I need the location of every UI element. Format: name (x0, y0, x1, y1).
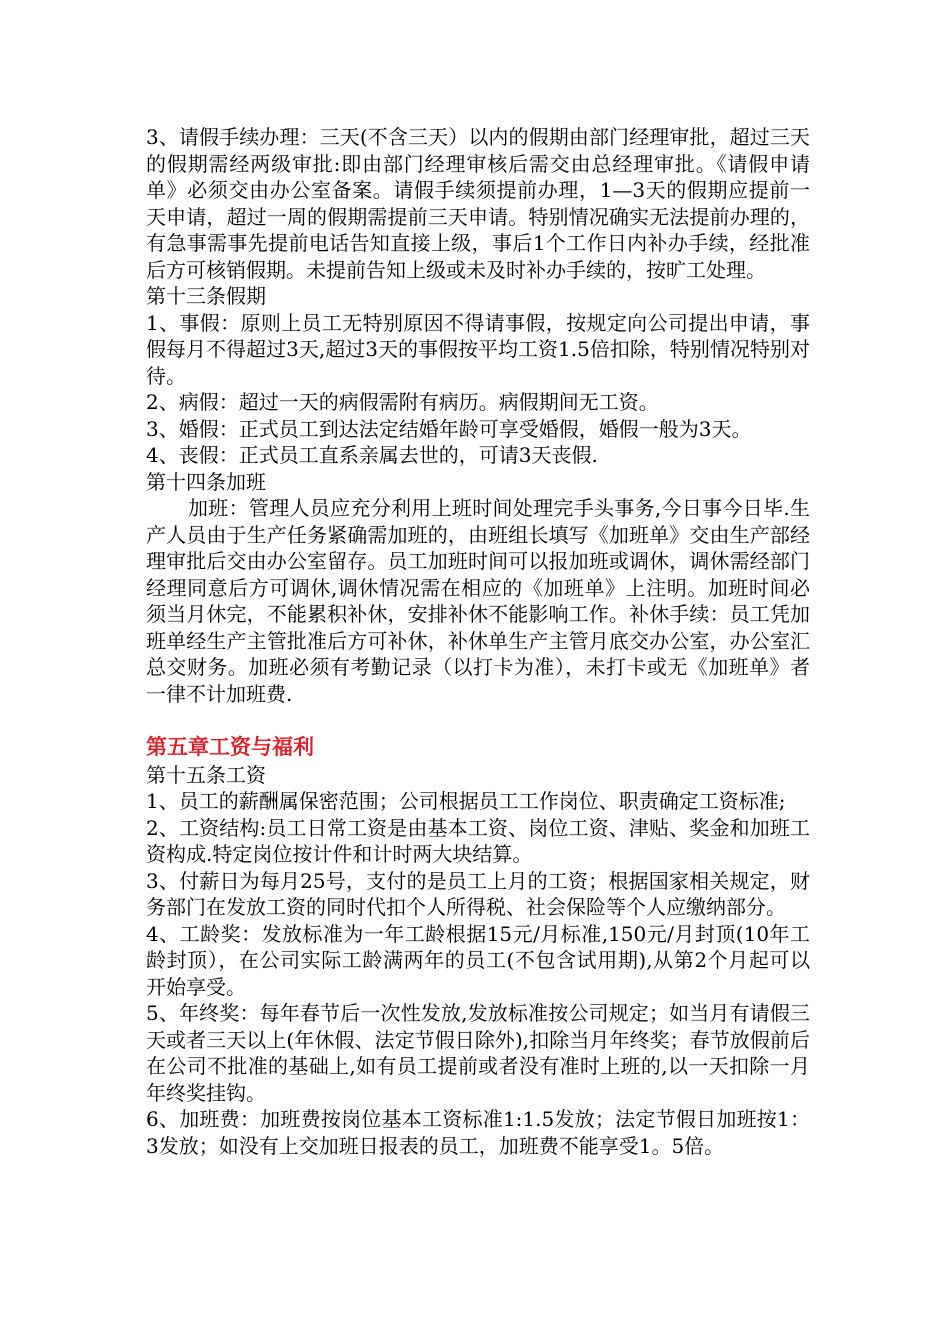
chapter-5-title: 第五章工资与福利 (146, 735, 314, 759)
document-body (146, 124, 810, 1159)
personal-leave-paragraph: 1、事假：原则上员工无特别原因不得请事假，按规定向公司提出申请，事假每月不得超过3天,超过3天的事假按平均工资1.5倍扣除，特别情况特别对待。 (146, 310, 810, 388)
year-end-bonus-paragraph: 5、年终奖：每年春节后一次性发放,发放标准按公司规定；如当月有请假三天或者三天以上(年休假、法定节假日除外),扣除当月年终奖；春节放假前后在公司不批准的基础上,如有员工提前或者没有准时上班的,以一天扣除一月年终奖挂钩。 (146, 1001, 810, 1105)
bereavement-leave-paragraph: 4、丧假：正式员工直系亲属去世的，可请3天丧假. (146, 443, 598, 467)
payday-paragraph: 3、付薪日为每月25号，支付的是员工上月的工资；根据国家相关规定，财务部门在发放工资的同时代扣个人所得税、社会保险等个人应缴纳部分。 (146, 868, 810, 919)
article-15-heading: 第十五条工资 (146, 762, 266, 787)
salary-confidentiality-paragraph: 1、员工的薪酬属保密范围；公司根据员工工作岗位、职责确定工资标准; (146, 789, 786, 813)
article-13-heading: 第十三条假期 (146, 284, 266, 308)
leave-procedure-paragraph: 3、请假手续办理：三天(不含三天）以内的假期由部门经理审批，超过三天的假期需经两级审批:即由部门经理审核后需交由总经理审批。《请假申请单》必须交由办公室备案。请假手续须提前办理，1—3天的假期应提前一天申请，超过一周的假期需提前三天申请。特别情况确实无法提前办理的，有急事需事先提前电话告知直接上级，事后1个工作日内补办手续，经批准后方可核销假期。未提前告知上级或未及时补办手续的，按旷工处理。 (146, 125, 810, 282)
overtime-paragraph: 加班：管理人员应充分利用上班时间处理完手头事务,今日事今日毕.生产人员由于生产任务紧确需加班的，由班组长填写《加班单》交由生产部经理审批后交由办公室留存。员工加班时间可以报加班或调休，调休需经部门经理同意后方可调休,调休情况需在相应的《加班单》上注明。加班时间必须当月休完，不能累积补休，安排补休不能影响工作。补休手续：员工凭加班单经生产主管批准后方可补休，补休单生产主管月底交办公室，办公室汇总交财务。加班必须有考勤记录（以打卡为准），未打卡或无《加班单》者一律不计加班费. (146, 496, 810, 706)
marriage-leave-paragraph: 3、婚假：正式员工到达法定结婚年龄可享受婚假，婚假一般为3天。 (146, 416, 752, 441)
article-14-heading: 第十四条加班 (146, 469, 266, 494)
salary-structure-paragraph: 2、工资结构:员工日常工资是由基本工资、岗位工资、津贴、奖金和加班工资构成.特定岗位按计件和计时两大块结算。 (146, 815, 810, 866)
sick-leave-paragraph: 2、病假：超过一天的病假需附有病历。病假期间无工资。 (146, 390, 659, 414)
seniority-bonus-paragraph: 4、工龄奖：发放标准为一年工龄根据15元/月标准,150元/月封顶(10年工龄封顶），在公司实际工龄满两年的员工(不包含试用期),从第2个月起可以开始享受。 (146, 921, 810, 999)
spacer (146, 707, 810, 734)
overtime-pay-paragraph: 6、加班费：加班费按岗位基本工资标准1:1.5发放；法定节假日加班按1：3发放；如没有上交加班日报表的员工，加班费不能享受1。5倍。 (146, 1107, 810, 1158)
